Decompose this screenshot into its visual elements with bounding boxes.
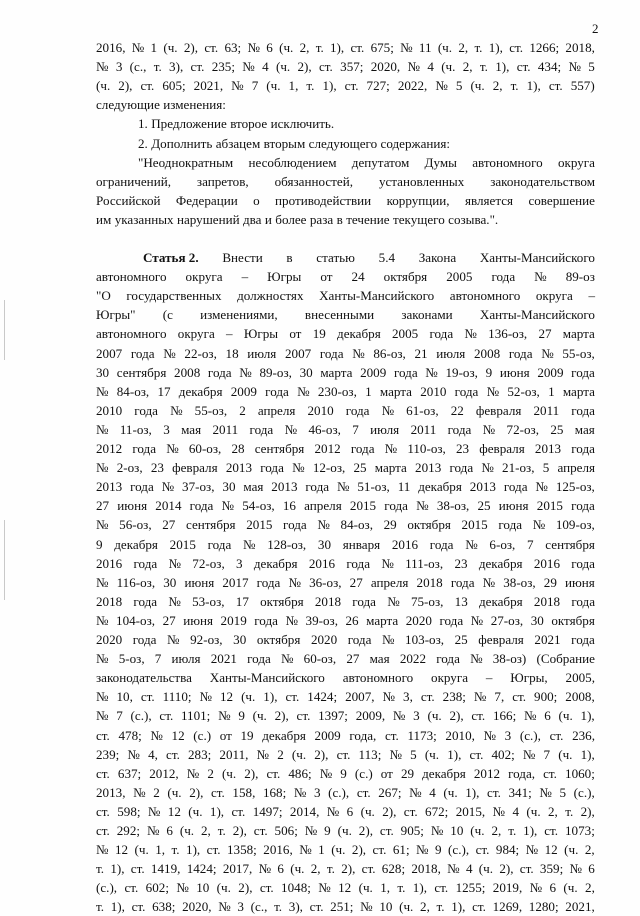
article-line: т. 1), ст. 1419, 1424; 2017, № 6 (ч. 2, т. 2), ст. 628; 2018, № 4 (ч. 2), ст. 359; № 6 — [96, 861, 595, 877]
article-line: автономного округа – Югры от 19 декабря 2005 года № 136-оз, 27 марта — [96, 326, 595, 342]
list-item: 1. Предложение второе исключить. — [138, 116, 335, 132]
article-line: 2013, № 2 (ч. 2), ст. 158, 168; № 3 (с.), ст. 267; № 4 (ч. 1), ст. 341; № 5 (с.), — [96, 784, 595, 800]
article-line: 2016 года № 72-оз, 3 декабря 2016 года № 111-оз, 23 декабря 2016 года — [96, 555, 595, 571]
article-line: "О государственных должностях Ханты-Мансийского автономного округа – — [96, 288, 595, 304]
article-line: автономного округа – Югры от 24 октября 2005 года № 89-оз — [96, 269, 595, 285]
article-line: № 2-оз, 23 февраля 2013 года № 12-оз, 25 марта 2013 года № 21-оз, 5 апреля — [96, 460, 595, 476]
article-line: № 12 (ч. 1, т. 1), ст. 1358; 2016, № 1 (ч. 2), ст. 61; № 9 (с.), ст. 984; № 12 (ч. 2, — [96, 842, 595, 858]
paragraph-line: (ч. 2), ст. 605; 2021, № 7 (ч. 1, т. 1), ст. 727; 2022, № 5 (ч. 2, т. 1), ст. 557) — [96, 78, 595, 94]
quoted-amendment-line: ограничений, запретов, обязанностей, установленных законодательством — [96, 173, 595, 189]
article-line: (с.), ст. 602; № 10 (ч. 2), ст. 1048; № 12 (ч. 1, т. 1), ст. 1255; 2019, № 6 (ч. 2, — [96, 880, 595, 896]
article-line: № 116-оз, 30 июня 2017 года № 36-оз, 27 апреля 2018 года № 38-оз, 29 июня — [96, 574, 595, 590]
quoted-amendment-line: им указанных нарушений два и более раза в течение текущего созыва.". — [96, 211, 499, 227]
paragraph-line: № 3 (с., т. 3), ст. 235; № 4 (ч. 2), ст. 357; 2020, № 4 (ч. 2, т. 1), ст. 434; № 5 — [96, 59, 595, 75]
article-line: ст. 478; № 12 (с.) от 19 декабря 2009 года, ст. 1173; 2010, № 3 (с.), ст. 236, — [96, 727, 595, 743]
article-line: № 104-оз, 27 июня 2019 года № 39-оз, 26 марта 2020 года № 27-оз, 30 октября — [96, 612, 595, 628]
article-line: 9 декабря 2015 года № 128-оз, 30 января 2016 года № 6-оз, 7 сентября — [96, 536, 595, 552]
article-line: 2012 года № 60-оз, 28 сентября 2012 года № 110-оз, 23 февраля 2013 года — [96, 441, 595, 456]
article-heading-line: Статья 2. Внести в статью 5.4 Закона Ханты-Мансийского — [143, 250, 595, 265]
article-line: № 56-оз, 27 сентября 2015 года № 84-оз, 29 октября 2015 года № 109-оз, — [96, 517, 595, 533]
article-line: 2010 года № 55-оз, 2 апреля 2010 года № 61-оз, 22 февраля 2011 года — [96, 402, 595, 418]
list-item: 2. Дополнить абзацем вторым следующего содержания: — [138, 135, 451, 151]
article-line: № 84-оз, 17 декабря 2009 года № 230-оз, 1 марта 2010 года № 52-оз, 1 марта — [96, 383, 595, 399]
paragraph-line: следующие изменения: — [96, 97, 226, 113]
article-line: 2018 года № 53-оз, 17 октября 2018 года № 75-оз, 13 декабря 2018 года — [96, 593, 595, 609]
article-line: 239; № 4, ст. 283; 2011, № 2 (ч. 2), ст. 113; № 5 (ч. 1), ст. 402; № 7 (ч. 1), — [96, 746, 595, 762]
quoted-amendment-line: "Неоднократным несоблюдением депутатом Думы автономного округа — [138, 154, 595, 170]
article-line: 2007 года № 22-оз, 18 июля 2007 года № 86-оз, 21 июля 2008 года № 55-оз, — [96, 345, 595, 361]
article-line: № 5-оз, 7 июля 2021 года № 60-оз, 27 мая 2022 года № 38-оз) (Собрание — [96, 651, 595, 667]
article-heading: Статья 2. — [143, 250, 199, 265]
scan-edge-mark — [4, 300, 5, 360]
scan-edge-mark — [4, 520, 5, 600]
article-line: № 11-оз, 3 мая 2011 года № 46-оз, 7 июля 2011 года № 72-оз, 25 мая — [96, 421, 595, 437]
article-line: ст. 598; № 12 (ч. 1), ст. 1497; 2014, № 6 (ч. 2), ст. 672; 2015, № 4 (ч. 2, т. 2), — [96, 803, 595, 819]
article-line: 2020 года № 92-оз, 30 октября 2020 года № 103-оз, 25 февраля 2021 года — [96, 632, 595, 647]
article-line: т. 1), ст. 638; 2020, № 3 (с., т. 3), ст. 251; № 10 (ч. 2, т. 1), ст. 1269, 1280; 2021, — [96, 899, 595, 915]
article-line: 2013 года № 37-оз, 30 мая 2013 года № 51-оз, 11 декабря 2013 года № 125-оз, — [96, 479, 595, 495]
paragraph-line: 2016, № 1 (ч. 2), ст. 63; № 6 (ч. 2, т. 1), ст. 675; № 11 (ч. 2, т. 1), ст. 1266; 2018, — [96, 40, 595, 55]
article-line: законодательства Ханты-Мансийского автономного округа – Югры, 2005, — [96, 670, 595, 686]
article-line: № 10, ст. 1110; № 12 (ч. 1), ст. 1424; 2007, № 3, ст. 238; № 7, ст. 900; 2008, — [96, 689, 595, 705]
quoted-amendment-line: Российской Федерации о противодействии коррупции, является совершение — [96, 192, 595, 208]
article-line: Югры" (с изменениями, внесенными законами Ханты-Мансийского — [96, 307, 595, 323]
article-line: 27 июня 2014 года № 54-оз, 16 апреля 2015 года № 38-оз, 25 июня 2015 года — [96, 498, 595, 514]
article-line: ст. 637; 2012, № 2 (ч. 2), ст. 486; № 9 (с.) от 29 декабря 2012 года, ст. 1060; — [96, 765, 595, 781]
article-line: № 7 (с.), ст. 1101; № 9 (ч. 2), ст. 1397; 2009, № 3 (ч. 2), ст. 166; № 6 (ч. 1), — [96, 708, 595, 724]
article-line: ст. 292; № 6 (ч. 2, т. 2), ст. 506; № 9 (ч. 2), ст. 905; № 10 (ч. 2, т. 1), ст. 1073; — [96, 823, 595, 838]
article-line: 30 сентября 2008 года № 89-оз, 30 марта 2009 года № 19-оз, 9 июня 2009 года — [96, 364, 595, 380]
page-number: 2 — [592, 21, 599, 36]
